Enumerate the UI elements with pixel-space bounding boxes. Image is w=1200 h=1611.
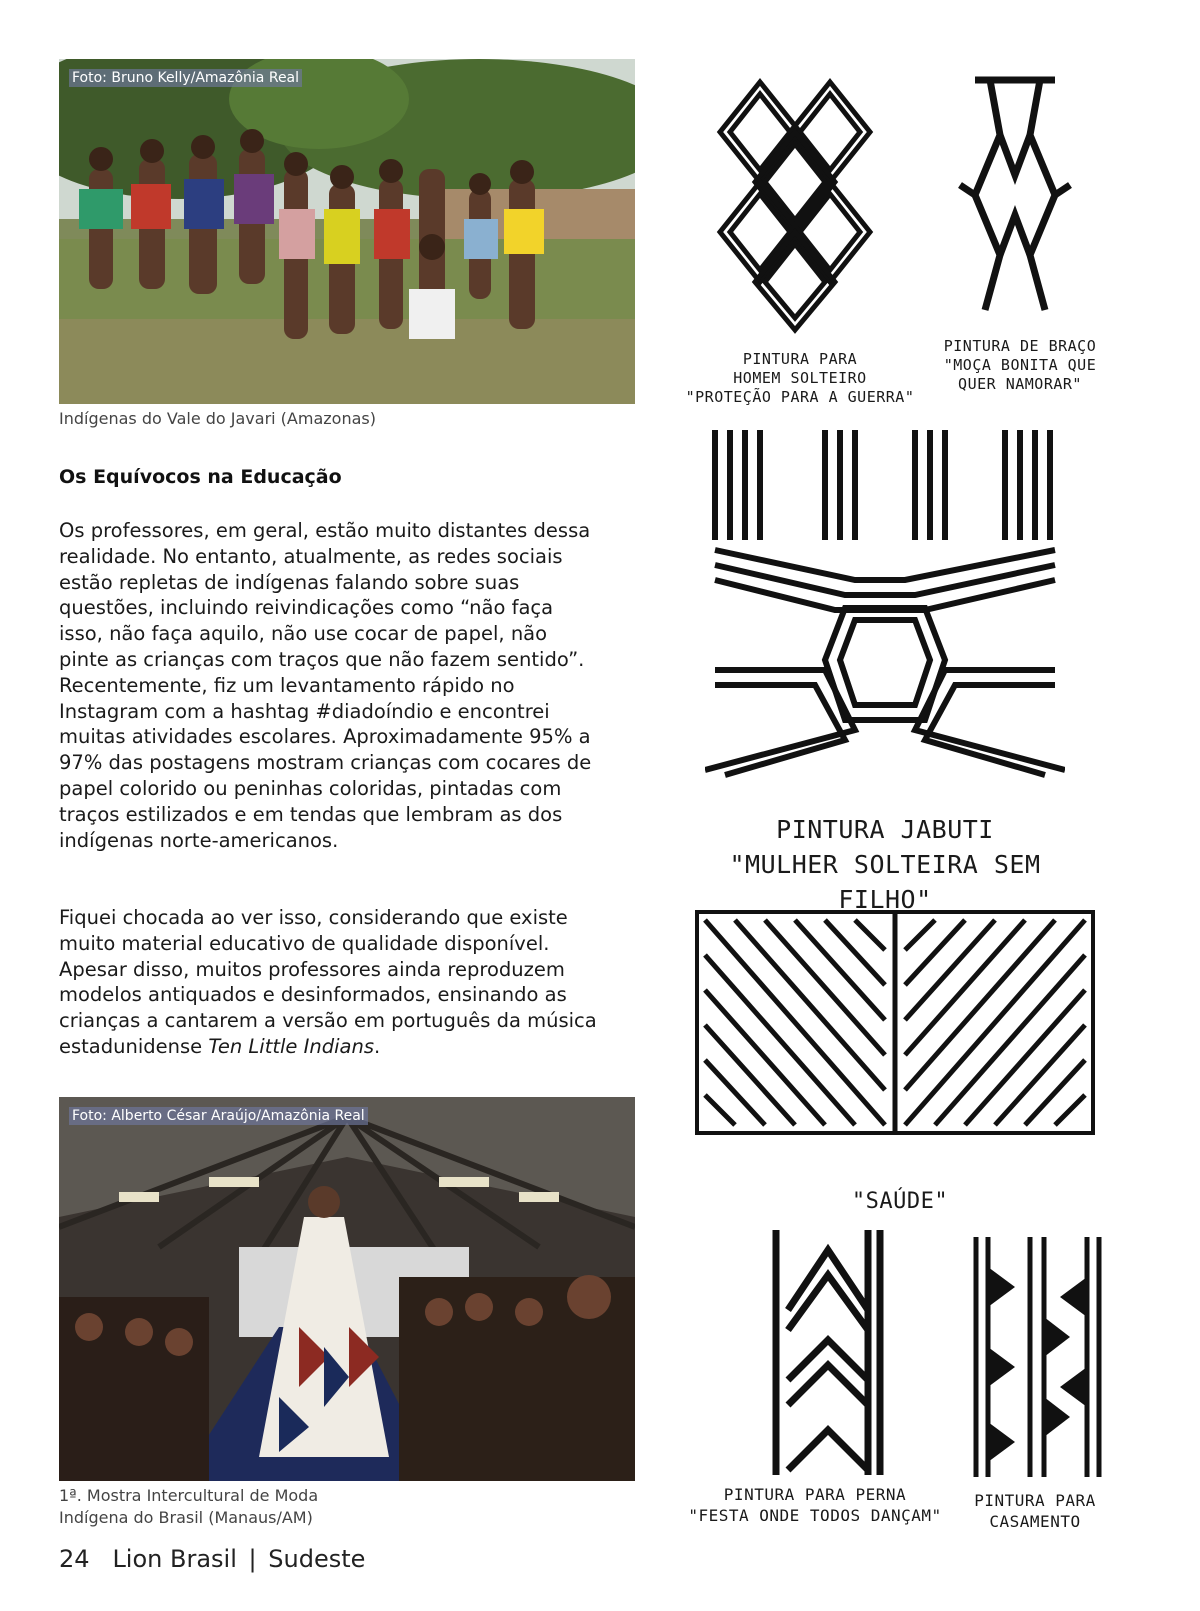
label-line: HOMEM SOLTEIRO — [733, 369, 867, 387]
leg-pattern-icon — [768, 1230, 888, 1475]
label-line: PINTURA PARA — [742, 350, 858, 368]
drawing-saude — [695, 910, 1095, 1135]
photo-fashion-show — [59, 1097, 635, 1481]
article-paragraph-1 — [59, 518, 599, 853]
photo-credit: Foto: Alberto César Araújo/Amazônia Real — [69, 1107, 368, 1125]
paragraph-text-end: . — [373, 1034, 381, 1058]
diamond-pattern-icon — [700, 72, 890, 337]
photo-javari-group — [59, 59, 635, 404]
drawing-label — [680, 1484, 950, 1526]
label-line: "MOÇA BONITA QUE — [943, 356, 1097, 374]
photo-javari-image — [59, 59, 635, 404]
label-line: "SAÚDE" — [851, 1189, 949, 1214]
label-line: PINTURA PARA — [974, 1491, 1096, 1510]
page-number: 24 — [59, 1545, 90, 1573]
photo-caption: Indígenas do Vale do Javari (Amazonas) — [59, 409, 376, 428]
label-line: PINTURA PARA PERNA — [723, 1485, 907, 1504]
footer-separator: | — [248, 1545, 257, 1573]
label-line: CASAMENTO — [989, 1512, 1081, 1531]
drawing-homem-solteiro — [700, 72, 890, 337]
caption-line: Indígena do Brasil (Manaus/AM) — [59, 1508, 313, 1527]
drawing-casamento — [970, 1237, 1105, 1477]
page-footer — [59, 1545, 365, 1573]
photo-fashion-image — [59, 1097, 635, 1481]
photo-credit: Foto: Bruno Kelly/Amazônia Real — [69, 69, 302, 87]
paragraph-text: Os professores, em geral, estão muito distantes dessa realidade. No entanto, atualmente, as redes sociais estão repletas de indígenas falando sobre suas questões, incluindo reivindicações como “não faça isso, não faça aquilo, não use cocar de papel, não pinte as crianças com traços que não fazem sentido”. Recentemente, fiz um levantamento rápido no Instagram com a hashtag #diadoíndio e encontrei muitas atividades escolares. Aproximadamente 95% a 97% das postagens mostram crianças com cocares de papel colorido ou peninhas coloridas, pintadas com traços estilizados e em tendas que lembram as dos indígenas norte-americanos. — [59, 519, 592, 852]
photo-caption — [59, 1485, 318, 1529]
paragraph-text — [59, 905, 599, 1060]
publication-name: Lion Brasil — [112, 1545, 237, 1573]
drawing-label — [930, 337, 1110, 394]
arm-pattern-icon — [955, 75, 1075, 315]
drawing-label — [680, 350, 920, 407]
wedding-pattern-icon — [970, 1237, 1105, 1477]
label-line: PINTURA JABUTI — [776, 815, 994, 844]
label-line: QUER NAMORAR" — [958, 375, 1082, 393]
label-line: "PROTEÇÃO PARA A GUERRA" — [685, 388, 915, 406]
drawing-label — [830, 1188, 970, 1216]
section-heading: Os Equívocos na Educação — [59, 466, 342, 488]
drawing-label — [680, 812, 1090, 917]
label-line: "FESTA ONDE TODOS DANÇAM" — [688, 1506, 942, 1525]
drawing-braco — [955, 75, 1075, 315]
label-line: "MULHER SOLTEIRA SEM FILHO" — [729, 850, 1041, 914]
article-paragraph-2 — [59, 905, 599, 1060]
drawing-label — [955, 1490, 1115, 1532]
region-name: Sudeste — [268, 1545, 366, 1573]
saude-pattern-icon — [695, 910, 1095, 1135]
drawing-jabuti — [705, 430, 1065, 780]
label-line: PINTURA DE BRAÇO — [943, 337, 1097, 355]
jabuti-pattern-icon — [705, 430, 1065, 780]
paragraph-text-start: Fiquei chocada ao ver isso, considerando que existe muito material educativo de qualidade disponível. Apesar disso, muitos professores ainda reproduzem modelos antiquados e desinformados, ensinando as crianças a cantarem a versão em português da música estadunidense — [59, 906, 597, 1058]
drawing-perna — [768, 1230, 888, 1475]
caption-line: 1ª. Mostra Intercultural de Moda — [59, 1486, 319, 1505]
song-title: Ten Little Indians — [208, 1034, 374, 1058]
